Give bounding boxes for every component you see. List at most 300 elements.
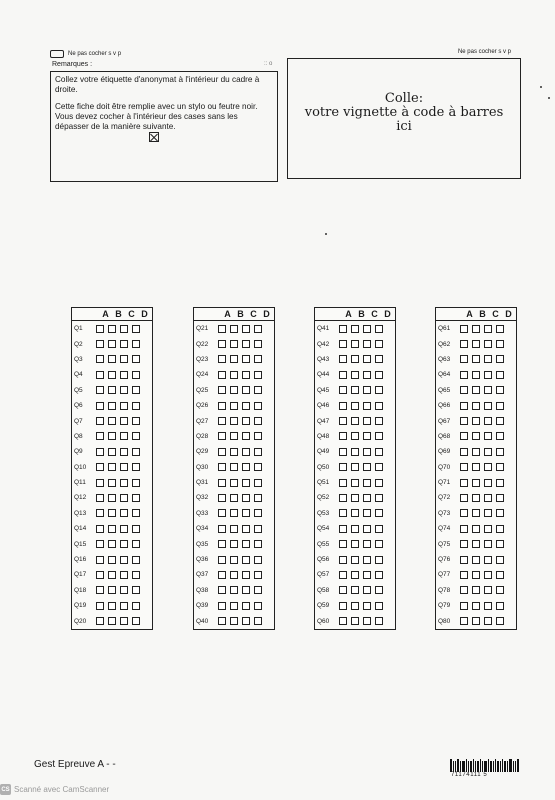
- answer-checkbox-d[interactable]: [375, 340, 383, 348]
- answer-checkbox-d[interactable]: [496, 432, 504, 440]
- answer-checkbox-c[interactable]: [242, 463, 250, 471]
- answer-checkbox-c[interactable]: [120, 571, 128, 579]
- answer-checkbox-c[interactable]: [363, 525, 371, 533]
- answer-checkbox-c[interactable]: [484, 402, 492, 410]
- answer-checkbox-b[interactable]: [108, 355, 116, 363]
- answer-checkbox-c[interactable]: [120, 494, 128, 502]
- answer-checkbox-c[interactable]: [242, 386, 250, 394]
- answer-checkbox-b[interactable]: [230, 617, 238, 625]
- answer-checkbox-a[interactable]: [96, 556, 104, 564]
- answer-checkbox-d[interactable]: [496, 417, 504, 425]
- answer-checkbox-d[interactable]: [496, 556, 504, 564]
- answer-checkbox-d[interactable]: [132, 417, 140, 425]
- answer-checkbox-a[interactable]: [96, 402, 104, 410]
- answer-checkbox-a[interactable]: [339, 325, 347, 333]
- answer-checkbox-c[interactable]: [363, 540, 371, 548]
- answer-checkbox-b[interactable]: [108, 509, 116, 517]
- answer-checkbox-d[interactable]: [375, 586, 383, 594]
- answer-checkbox-c[interactable]: [363, 556, 371, 564]
- answer-checkbox-b[interactable]: [230, 325, 238, 333]
- answer-checkbox-d[interactable]: [254, 340, 262, 348]
- answer-checkbox-c[interactable]: [363, 432, 371, 440]
- answer-checkbox-c[interactable]: [120, 602, 128, 610]
- answer-checkbox-d[interactable]: [375, 540, 383, 548]
- answer-checkbox-b[interactable]: [351, 355, 359, 363]
- answer-checkbox-b[interactable]: [108, 556, 116, 564]
- answer-checkbox-c[interactable]: [484, 386, 492, 394]
- answer-checkbox-a[interactable]: [218, 371, 226, 379]
- answer-checkbox-c[interactable]: [363, 463, 371, 471]
- answer-checkbox-b[interactable]: [472, 448, 480, 456]
- answer-checkbox-d[interactable]: [132, 525, 140, 533]
- answer-checkbox-d[interactable]: [132, 540, 140, 548]
- answer-checkbox-a[interactable]: [460, 556, 468, 564]
- answer-checkbox-a[interactable]: [339, 432, 347, 440]
- answer-checkbox-b[interactable]: [108, 371, 116, 379]
- answer-checkbox-d[interactable]: [254, 602, 262, 610]
- answer-checkbox-d[interactable]: [132, 448, 140, 456]
- answer-checkbox-b[interactable]: [108, 417, 116, 425]
- answer-checkbox-c[interactable]: [242, 417, 250, 425]
- answer-checkbox-c[interactable]: [242, 340, 250, 348]
- answer-checkbox-b[interactable]: [472, 386, 480, 394]
- answer-checkbox-c[interactable]: [242, 602, 250, 610]
- answer-checkbox-d[interactable]: [375, 417, 383, 425]
- answer-checkbox-b[interactable]: [230, 509, 238, 517]
- answer-checkbox-b[interactable]: [351, 402, 359, 410]
- answer-checkbox-a[interactable]: [218, 525, 226, 533]
- answer-checkbox-a[interactable]: [96, 325, 104, 333]
- answer-checkbox-a[interactable]: [96, 371, 104, 379]
- answer-checkbox-d[interactable]: [375, 325, 383, 333]
- answer-checkbox-c[interactable]: [484, 540, 492, 548]
- answer-checkbox-d[interactable]: [375, 448, 383, 456]
- answer-checkbox-c[interactable]: [484, 479, 492, 487]
- answer-checkbox-b[interactable]: [351, 448, 359, 456]
- answer-checkbox-b[interactable]: [472, 463, 480, 471]
- answer-checkbox-c[interactable]: [242, 586, 250, 594]
- answer-checkbox-b[interactable]: [472, 586, 480, 594]
- answer-checkbox-b[interactable]: [108, 586, 116, 594]
- answer-checkbox-b[interactable]: [472, 325, 480, 333]
- answer-checkbox-c[interactable]: [484, 355, 492, 363]
- answer-checkbox-b[interactable]: [351, 463, 359, 471]
- answer-checkbox-d[interactable]: [375, 571, 383, 579]
- answer-checkbox-a[interactable]: [460, 432, 468, 440]
- answer-checkbox-a[interactable]: [460, 617, 468, 625]
- answer-checkbox-a[interactable]: [460, 355, 468, 363]
- answer-checkbox-d[interactable]: [496, 617, 504, 625]
- answer-checkbox-b[interactable]: [108, 479, 116, 487]
- answer-checkbox-a[interactable]: [218, 463, 226, 471]
- answer-checkbox-a[interactable]: [96, 494, 104, 502]
- answer-checkbox-b[interactable]: [108, 525, 116, 533]
- answer-checkbox-c[interactable]: [484, 325, 492, 333]
- answer-checkbox-c[interactable]: [242, 617, 250, 625]
- answer-checkbox-b[interactable]: [230, 525, 238, 533]
- answer-checkbox-b[interactable]: [351, 571, 359, 579]
- answer-checkbox-c[interactable]: [484, 571, 492, 579]
- answer-checkbox-d[interactable]: [254, 556, 262, 564]
- answer-checkbox-a[interactable]: [218, 355, 226, 363]
- answer-checkbox-a[interactable]: [460, 463, 468, 471]
- answer-checkbox-d[interactable]: [254, 325, 262, 333]
- answer-checkbox-a[interactable]: [96, 525, 104, 533]
- answer-checkbox-a[interactable]: [460, 479, 468, 487]
- answer-checkbox-d[interactable]: [254, 355, 262, 363]
- answer-checkbox-c[interactable]: [242, 479, 250, 487]
- answer-checkbox-b[interactable]: [351, 617, 359, 625]
- answer-checkbox-b[interactable]: [108, 340, 116, 348]
- answer-checkbox-d[interactable]: [132, 586, 140, 594]
- answer-checkbox-b[interactable]: [351, 586, 359, 594]
- answer-checkbox-a[interactable]: [96, 479, 104, 487]
- answer-checkbox-d[interactable]: [496, 402, 504, 410]
- answer-checkbox-b[interactable]: [472, 432, 480, 440]
- answer-checkbox-c[interactable]: [120, 556, 128, 564]
- answer-checkbox-b[interactable]: [351, 494, 359, 502]
- answer-checkbox-c[interactable]: [120, 325, 128, 333]
- answer-checkbox-a[interactable]: [460, 571, 468, 579]
- answer-checkbox-c[interactable]: [484, 617, 492, 625]
- answer-checkbox-c[interactable]: [363, 355, 371, 363]
- answer-checkbox-a[interactable]: [460, 494, 468, 502]
- answer-checkbox-c[interactable]: [120, 509, 128, 517]
- answer-checkbox-c[interactable]: [363, 340, 371, 348]
- answer-checkbox-b[interactable]: [108, 540, 116, 548]
- answer-checkbox-a[interactable]: [218, 571, 226, 579]
- answer-checkbox-a[interactable]: [460, 417, 468, 425]
- answer-checkbox-a[interactable]: [339, 571, 347, 579]
- answer-checkbox-d[interactable]: [496, 509, 504, 517]
- answer-checkbox-d[interactable]: [254, 371, 262, 379]
- answer-checkbox-d[interactable]: [375, 432, 383, 440]
- answer-checkbox-b[interactable]: [230, 602, 238, 610]
- answer-checkbox-c[interactable]: [484, 494, 492, 502]
- answer-checkbox-b[interactable]: [108, 617, 116, 625]
- answer-checkbox-b[interactable]: [472, 571, 480, 579]
- answer-checkbox-c[interactable]: [484, 602, 492, 610]
- answer-checkbox-b[interactable]: [472, 556, 480, 564]
- answer-checkbox-c[interactable]: [484, 509, 492, 517]
- answer-checkbox-a[interactable]: [460, 402, 468, 410]
- answer-checkbox-d[interactable]: [254, 448, 262, 456]
- answer-checkbox-b[interactable]: [472, 602, 480, 610]
- answer-checkbox-b[interactable]: [472, 355, 480, 363]
- answer-checkbox-c[interactable]: [363, 417, 371, 425]
- answer-checkbox-b[interactable]: [108, 432, 116, 440]
- answer-checkbox-c[interactable]: [242, 556, 250, 564]
- answer-checkbox-a[interactable]: [460, 602, 468, 610]
- answer-checkbox-d[interactable]: [496, 540, 504, 548]
- answer-checkbox-a[interactable]: [96, 432, 104, 440]
- answer-checkbox-a[interactable]: [460, 340, 468, 348]
- answer-checkbox-a[interactable]: [339, 340, 347, 348]
- answer-checkbox-c[interactable]: [120, 617, 128, 625]
- answer-checkbox-c[interactable]: [242, 355, 250, 363]
- answer-checkbox-a[interactable]: [218, 479, 226, 487]
- answer-checkbox-b[interactable]: [472, 479, 480, 487]
- answer-checkbox-b[interactable]: [230, 540, 238, 548]
- answer-checkbox-c[interactable]: [120, 371, 128, 379]
- answer-checkbox-a[interactable]: [339, 509, 347, 517]
- answer-checkbox-d[interactable]: [375, 556, 383, 564]
- answer-checkbox-b[interactable]: [472, 402, 480, 410]
- answer-checkbox-d[interactable]: [496, 448, 504, 456]
- answer-checkbox-c[interactable]: [120, 540, 128, 548]
- answer-checkbox-c[interactable]: [120, 386, 128, 394]
- answer-checkbox-d[interactable]: [496, 602, 504, 610]
- answer-checkbox-d[interactable]: [132, 371, 140, 379]
- answer-checkbox-c[interactable]: [484, 556, 492, 564]
- answer-checkbox-b[interactable]: [351, 340, 359, 348]
- answer-checkbox-d[interactable]: [132, 325, 140, 333]
- answer-checkbox-c[interactable]: [363, 509, 371, 517]
- answer-checkbox-d[interactable]: [132, 617, 140, 625]
- answer-checkbox-b[interactable]: [230, 448, 238, 456]
- answer-checkbox-d[interactable]: [375, 355, 383, 363]
- answer-checkbox-c[interactable]: [120, 340, 128, 348]
- answer-checkbox-a[interactable]: [96, 463, 104, 471]
- answer-checkbox-b[interactable]: [230, 417, 238, 425]
- answer-checkbox-b[interactable]: [351, 432, 359, 440]
- answer-checkbox-c[interactable]: [120, 586, 128, 594]
- answer-checkbox-d[interactable]: [496, 371, 504, 379]
- answer-checkbox-a[interactable]: [96, 602, 104, 610]
- answer-checkbox-b[interactable]: [351, 602, 359, 610]
- answer-checkbox-b[interactable]: [472, 371, 480, 379]
- answer-checkbox-a[interactable]: [96, 540, 104, 548]
- answer-checkbox-c[interactable]: [120, 479, 128, 487]
- answer-checkbox-b[interactable]: [108, 402, 116, 410]
- answer-checkbox-c[interactable]: [484, 417, 492, 425]
- answer-checkbox-c[interactable]: [484, 371, 492, 379]
- answer-checkbox-b[interactable]: [230, 571, 238, 579]
- answer-checkbox-d[interactable]: [496, 494, 504, 502]
- answer-checkbox-b[interactable]: [108, 448, 116, 456]
- answer-checkbox-b[interactable]: [351, 386, 359, 394]
- answer-checkbox-b[interactable]: [472, 540, 480, 548]
- answer-checkbox-d[interactable]: [254, 402, 262, 410]
- answer-checkbox-d[interactable]: [496, 463, 504, 471]
- answer-checkbox-c[interactable]: [363, 448, 371, 456]
- answer-checkbox-a[interactable]: [460, 371, 468, 379]
- answer-checkbox-c[interactable]: [363, 371, 371, 379]
- answer-checkbox-a[interactable]: [96, 448, 104, 456]
- answer-checkbox-d[interactable]: [375, 525, 383, 533]
- answer-checkbox-c[interactable]: [363, 479, 371, 487]
- answer-checkbox-c[interactable]: [484, 448, 492, 456]
- answer-checkbox-d[interactable]: [254, 417, 262, 425]
- answer-checkbox-c[interactable]: [363, 402, 371, 410]
- answer-checkbox-b[interactable]: [472, 494, 480, 502]
- answer-checkbox-b[interactable]: [230, 479, 238, 487]
- answer-checkbox-d[interactable]: [132, 479, 140, 487]
- answer-checkbox-d[interactable]: [132, 463, 140, 471]
- answer-checkbox-c[interactable]: [484, 586, 492, 594]
- answer-checkbox-a[interactable]: [339, 602, 347, 610]
- answer-checkbox-b[interactable]: [230, 432, 238, 440]
- answer-checkbox-b[interactable]: [351, 509, 359, 517]
- answer-checkbox-d[interactable]: [496, 479, 504, 487]
- answer-checkbox-c[interactable]: [120, 402, 128, 410]
- answer-checkbox-a[interactable]: [218, 540, 226, 548]
- answer-checkbox-a[interactable]: [339, 479, 347, 487]
- answer-checkbox-d[interactable]: [375, 402, 383, 410]
- answer-checkbox-c[interactable]: [363, 571, 371, 579]
- answer-checkbox-d[interactable]: [375, 509, 383, 517]
- answer-checkbox-b[interactable]: [230, 463, 238, 471]
- answer-checkbox-d[interactable]: [375, 617, 383, 625]
- answer-checkbox-c[interactable]: [120, 525, 128, 533]
- answer-checkbox-d[interactable]: [375, 463, 383, 471]
- answer-checkbox-b[interactable]: [472, 509, 480, 517]
- answer-checkbox-a[interactable]: [339, 448, 347, 456]
- answer-checkbox-c[interactable]: [120, 417, 128, 425]
- answer-checkbox-d[interactable]: [132, 509, 140, 517]
- answer-checkbox-c[interactable]: [242, 571, 250, 579]
- answer-checkbox-c[interactable]: [120, 448, 128, 456]
- answer-checkbox-a[interactable]: [339, 556, 347, 564]
- answer-checkbox-c[interactable]: [484, 463, 492, 471]
- answer-checkbox-c[interactable]: [363, 586, 371, 594]
- answer-checkbox-d[interactable]: [496, 571, 504, 579]
- answer-checkbox-b[interactable]: [230, 386, 238, 394]
- answer-checkbox-b[interactable]: [351, 556, 359, 564]
- answer-checkbox-a[interactable]: [96, 586, 104, 594]
- answer-checkbox-c[interactable]: [242, 494, 250, 502]
- answer-checkbox-c[interactable]: [242, 540, 250, 548]
- answer-checkbox-d[interactable]: [132, 402, 140, 410]
- answer-checkbox-c[interactable]: [120, 355, 128, 363]
- answer-checkbox-d[interactable]: [254, 509, 262, 517]
- answer-checkbox-c[interactable]: [363, 325, 371, 333]
- answer-checkbox-a[interactable]: [218, 417, 226, 425]
- answer-checkbox-b[interactable]: [230, 340, 238, 348]
- answer-checkbox-a[interactable]: [218, 386, 226, 394]
- answer-checkbox-a[interactable]: [96, 417, 104, 425]
- answer-checkbox-a[interactable]: [218, 617, 226, 625]
- answer-checkbox-c[interactable]: [242, 325, 250, 333]
- answer-checkbox-d[interactable]: [254, 432, 262, 440]
- answer-checkbox-a[interactable]: [96, 386, 104, 394]
- answer-checkbox-d[interactable]: [375, 371, 383, 379]
- answer-checkbox-d[interactable]: [375, 479, 383, 487]
- answer-checkbox-a[interactable]: [339, 417, 347, 425]
- answer-checkbox-b[interactable]: [351, 525, 359, 533]
- answer-checkbox-b[interactable]: [351, 325, 359, 333]
- answer-checkbox-c[interactable]: [120, 463, 128, 471]
- answer-checkbox-a[interactable]: [339, 586, 347, 594]
- answer-checkbox-c[interactable]: [363, 602, 371, 610]
- answer-checkbox-d[interactable]: [375, 602, 383, 610]
- answer-checkbox-a[interactable]: [460, 525, 468, 533]
- answer-checkbox-c[interactable]: [484, 525, 492, 533]
- answer-checkbox-b[interactable]: [351, 417, 359, 425]
- answer-checkbox-a[interactable]: [460, 448, 468, 456]
- answer-checkbox-a[interactable]: [460, 325, 468, 333]
- answer-checkbox-a[interactable]: [339, 371, 347, 379]
- answer-checkbox-a[interactable]: [218, 509, 226, 517]
- answer-checkbox-a[interactable]: [218, 586, 226, 594]
- answer-checkbox-d[interactable]: [132, 386, 140, 394]
- answer-checkbox-b[interactable]: [230, 402, 238, 410]
- answer-checkbox-b[interactable]: [351, 479, 359, 487]
- answer-checkbox-a[interactable]: [218, 340, 226, 348]
- answer-checkbox-d[interactable]: [132, 602, 140, 610]
- answer-checkbox-b[interactable]: [230, 355, 238, 363]
- answer-checkbox-d[interactable]: [132, 494, 140, 502]
- answer-checkbox-d[interactable]: [254, 479, 262, 487]
- answer-checkbox-a[interactable]: [339, 617, 347, 625]
- answer-checkbox-b[interactable]: [472, 525, 480, 533]
- answer-checkbox-c[interactable]: [242, 402, 250, 410]
- answer-checkbox-d[interactable]: [132, 432, 140, 440]
- answer-checkbox-d[interactable]: [496, 340, 504, 348]
- answer-checkbox-c[interactable]: [242, 525, 250, 533]
- answer-checkbox-a[interactable]: [218, 602, 226, 610]
- answer-checkbox-a[interactable]: [339, 494, 347, 502]
- answer-checkbox-b[interactable]: [108, 602, 116, 610]
- answer-checkbox-c[interactable]: [242, 371, 250, 379]
- answer-checkbox-d[interactable]: [254, 586, 262, 594]
- answer-checkbox-a[interactable]: [339, 525, 347, 533]
- answer-checkbox-a[interactable]: [460, 586, 468, 594]
- answer-checkbox-a[interactable]: [339, 402, 347, 410]
- answer-checkbox-d[interactable]: [496, 586, 504, 594]
- answer-checkbox-c[interactable]: [363, 617, 371, 625]
- answer-checkbox-a[interactable]: [460, 540, 468, 548]
- answer-checkbox-c[interactable]: [484, 432, 492, 440]
- answer-checkbox-a[interactable]: [218, 556, 226, 564]
- answer-checkbox-a[interactable]: [339, 386, 347, 394]
- answer-checkbox-a[interactable]: [96, 617, 104, 625]
- answer-checkbox-d[interactable]: [132, 571, 140, 579]
- answer-checkbox-c[interactable]: [484, 340, 492, 348]
- answer-checkbox-d[interactable]: [254, 571, 262, 579]
- answer-checkbox-c[interactable]: [242, 448, 250, 456]
- answer-checkbox-b[interactable]: [230, 556, 238, 564]
- answer-checkbox-b[interactable]: [230, 494, 238, 502]
- answer-checkbox-d[interactable]: [254, 463, 262, 471]
- answer-checkbox-a[interactable]: [96, 355, 104, 363]
- answer-checkbox-a[interactable]: [339, 463, 347, 471]
- answer-checkbox-c[interactable]: [363, 386, 371, 394]
- answer-checkbox-d[interactable]: [254, 386, 262, 394]
- answer-checkbox-a[interactable]: [218, 325, 226, 333]
- answer-checkbox-b[interactable]: [108, 325, 116, 333]
- answer-checkbox-a[interactable]: [460, 509, 468, 517]
- answer-checkbox-b[interactable]: [351, 540, 359, 548]
- answer-checkbox-d[interactable]: [496, 386, 504, 394]
- answer-checkbox-c[interactable]: [363, 494, 371, 502]
- answer-checkbox-a[interactable]: [339, 540, 347, 548]
- answer-checkbox-c[interactable]: [242, 509, 250, 517]
- answer-checkbox-d[interactable]: [132, 355, 140, 363]
- answer-checkbox-d[interactable]: [132, 340, 140, 348]
- answer-checkbox-b[interactable]: [472, 617, 480, 625]
- answer-checkbox-a[interactable]: [339, 355, 347, 363]
- answer-checkbox-b[interactable]: [472, 340, 480, 348]
- answer-checkbox-a[interactable]: [218, 494, 226, 502]
- answer-checkbox-c[interactable]: [120, 432, 128, 440]
- answer-checkbox-c[interactable]: [242, 432, 250, 440]
- answer-checkbox-a[interactable]: [96, 571, 104, 579]
- answer-checkbox-b[interactable]: [108, 386, 116, 394]
- answer-checkbox-b[interactable]: [108, 463, 116, 471]
- answer-checkbox-b[interactable]: [230, 586, 238, 594]
- answer-checkbox-d[interactable]: [375, 494, 383, 502]
